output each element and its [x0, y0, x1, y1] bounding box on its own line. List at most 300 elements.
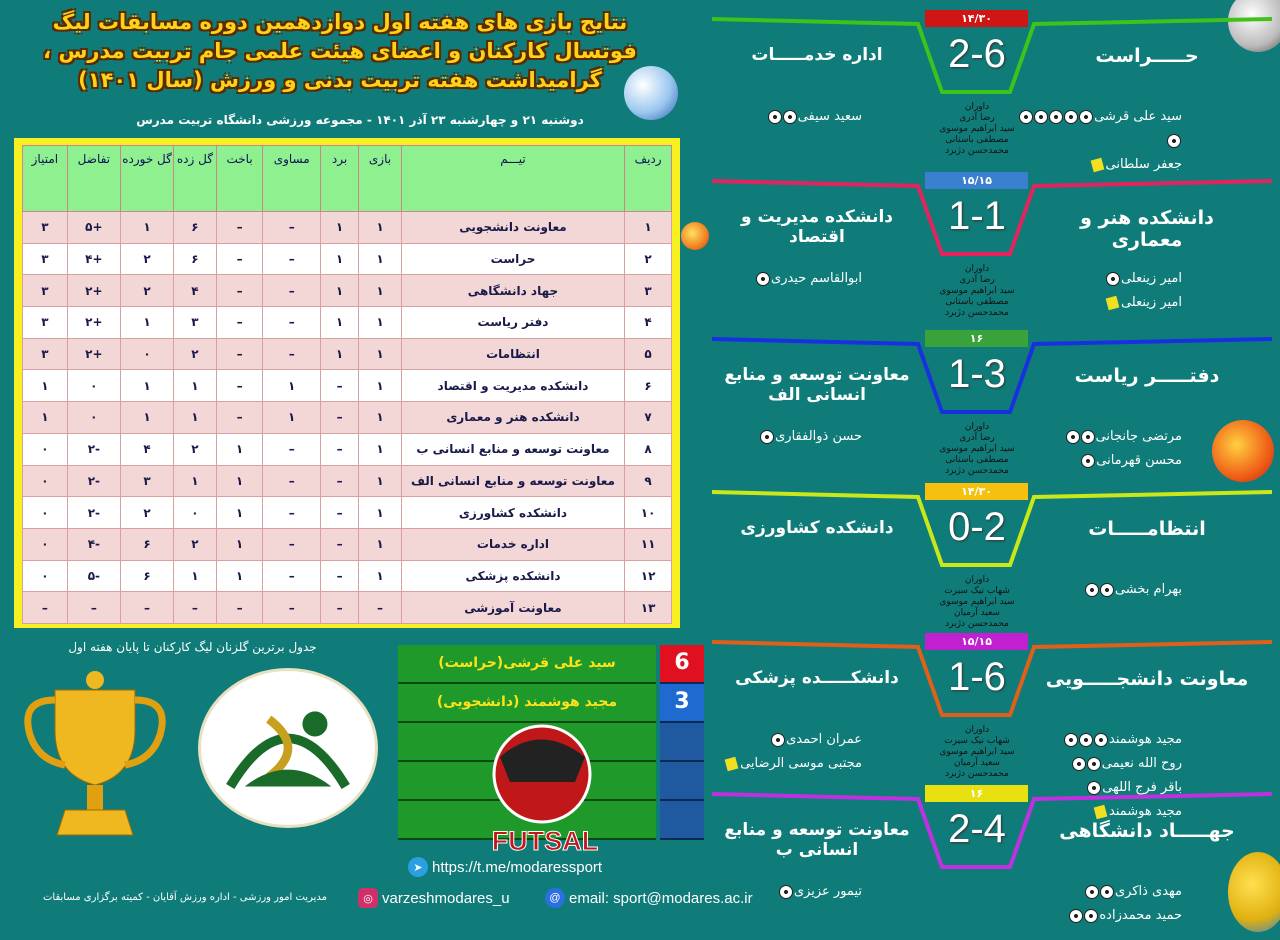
- cell: +۵: [67, 212, 120, 244]
- cell: ۳: [23, 275, 68, 307]
- cell: ۱: [359, 212, 402, 244]
- team-name: دانشکده پزشکی: [401, 560, 624, 592]
- cell: ۱: [359, 402, 402, 434]
- cell: +۲: [67, 275, 120, 307]
- column-header: تیـــم: [401, 146, 624, 212]
- cell: –: [263, 592, 320, 624]
- cell: ۱: [120, 307, 173, 339]
- goal-ball-icon: [1167, 134, 1181, 148]
- cell: +۴: [67, 243, 120, 275]
- cell: –: [320, 402, 358, 434]
- top-scorer-row: [398, 684, 704, 723]
- home-team: جهـــــاد دانشگاهی: [1059, 820, 1235, 842]
- svg-text:FUTSAL: FUTSAL: [491, 826, 599, 856]
- cell: ۱: [216, 497, 263, 529]
- scorer-goals: [660, 801, 704, 840]
- referee: شهاب نیک سیرت: [944, 586, 1010, 596]
- referee: سعید آرمیان: [954, 608, 1000, 618]
- player-name: روح الله نعیمی: [1101, 756, 1182, 771]
- team-name: دفتر ریاست: [401, 307, 624, 339]
- cell: ۳: [23, 307, 68, 339]
- yellow-card-icon: [725, 756, 739, 770]
- player-name: محسن قهرمانی: [1096, 453, 1182, 468]
- home-team: انتظامـــــات: [1088, 518, 1206, 540]
- match-time: ۱۵/۱۵: [925, 633, 1028, 650]
- referee: مصطفی باستانی: [945, 455, 1009, 465]
- player-name: حمید محمدزاده: [1099, 908, 1182, 923]
- cell: –: [174, 592, 217, 624]
- away-events: [712, 425, 912, 449]
- scorer-goals: [660, 723, 704, 762]
- cell: ۳: [174, 307, 217, 339]
- referee: سعید آرمیان: [954, 758, 1000, 768]
- table-row: [23, 243, 672, 275]
- cell: –: [263, 560, 320, 592]
- cell: –: [263, 275, 320, 307]
- cell: ۰: [23, 465, 68, 497]
- cell: –: [216, 402, 263, 434]
- scorer-name: مجید هوشمند (دانشجویی): [398, 684, 656, 723]
- cell: ۱: [216, 465, 263, 497]
- cell: ۱: [174, 465, 217, 497]
- cell: –: [67, 592, 120, 624]
- cell: –: [320, 465, 358, 497]
- telegram-link[interactable]: [408, 857, 602, 877]
- column-header: گل خورده: [120, 146, 173, 212]
- away-team: دانشکده کشاورزی: [740, 518, 894, 538]
- cell: ۲: [120, 497, 173, 529]
- cell: –: [263, 212, 320, 244]
- goal-ball-icon: [1019, 110, 1033, 124]
- match-event: [1012, 728, 1182, 752]
- cell: ۶: [625, 370, 672, 402]
- cell: ۶: [174, 212, 217, 244]
- cell: –: [320, 370, 358, 402]
- referee: سید ابراهیم موسوی: [939, 597, 1015, 607]
- cell: ۱: [320, 307, 358, 339]
- cell: ۱: [320, 338, 358, 370]
- cell: ۰: [23, 528, 68, 560]
- team-name: معاونت توسعه و منابع انسانی الف: [401, 465, 624, 497]
- referee: داوران: [964, 102, 990, 112]
- goal-ball-icon: [1084, 909, 1098, 923]
- away-team: معاونت توسعه و منابع انسانی ب: [724, 820, 910, 860]
- match-card: [712, 785, 1280, 940]
- cell: ۳: [23, 338, 68, 370]
- match-event: [1012, 425, 1182, 449]
- cell: –: [216, 212, 263, 244]
- cell: ۱: [359, 465, 402, 497]
- team-name: معاونت دانشجویی: [401, 212, 624, 244]
- cell: –: [216, 338, 263, 370]
- cell: ۱: [216, 560, 263, 592]
- yellow-card-icon: [1090, 157, 1104, 171]
- standings-table: [14, 138, 680, 628]
- cell: ۴: [625, 307, 672, 339]
- referee: داوران: [964, 725, 990, 735]
- team-name: معاونت آموزشی: [401, 592, 624, 624]
- cell: –: [359, 592, 402, 624]
- cell: ۱۳: [625, 592, 672, 624]
- telegram-url: https://t.me/modaressport: [432, 858, 603, 876]
- goal-ball-icon: [771, 733, 785, 747]
- telegram-icon: ➤: [408, 857, 428, 877]
- home-team: معاونت دانشجـــــویی: [1045, 668, 1249, 690]
- scorer-goals: 6: [660, 645, 704, 684]
- cell: ۱: [263, 370, 320, 402]
- match-time: ۱۴/۳۰: [925, 10, 1028, 27]
- home-events: [1012, 880, 1262, 928]
- away-events: [712, 880, 912, 904]
- player-name: امیر زینعلی: [1120, 271, 1182, 286]
- team-name: جهاد دانشگاهی: [401, 275, 624, 307]
- match-event: [712, 880, 862, 904]
- match-time: ۱۴/۳۰: [925, 483, 1028, 500]
- cell: ۷: [625, 402, 672, 434]
- goal-ball-icon: [1100, 583, 1114, 597]
- cell: ۱: [359, 433, 402, 465]
- player-name: تیمور عزیزی: [793, 884, 862, 899]
- team-name: اداره خدمات: [401, 528, 624, 560]
- page-subtitle: دوشنبه ۲۱ و چهارشنبه ۲۳ آذر ۱۴۰۱ - مجموعه ورزشی دانشگاه تربیت مدرس: [136, 113, 584, 127]
- cell: –: [216, 275, 263, 307]
- instagram-icon: ◎: [358, 888, 378, 908]
- cell: ۱: [359, 528, 402, 560]
- futsal-logo: [480, 722, 610, 857]
- goal-ball-icon: [1106, 272, 1120, 286]
- column-header: مساوی: [263, 146, 320, 212]
- referee: رضا آذری: [959, 275, 995, 285]
- cell: ۵: [625, 338, 672, 370]
- footer-organization: مدیریت امور ورزشی - اداره ورزش آقایان - کمیته برگزاری مسابقات: [43, 892, 327, 903]
- cell: ۰: [67, 402, 120, 434]
- table-row: [23, 560, 672, 592]
- cell: –: [320, 497, 358, 529]
- goal-ball-icon: [1069, 909, 1083, 923]
- player-name: سید علی قرشی: [1094, 109, 1182, 124]
- cell: –: [320, 433, 358, 465]
- goal-ball-icon: [783, 110, 797, 124]
- cell: –: [320, 528, 358, 560]
- cell: +۲: [67, 338, 120, 370]
- cell: –: [263, 497, 320, 529]
- cell: –: [263, 338, 320, 370]
- referee: مصطفی باستانی: [945, 297, 1009, 307]
- cell: ۳: [120, 465, 173, 497]
- cell: ۱: [120, 402, 173, 434]
- player-name: مجید هوشمند: [1109, 732, 1182, 747]
- goal-ball-icon: [1087, 757, 1101, 771]
- cell: –: [216, 592, 263, 624]
- match-event: [712, 425, 862, 449]
- cell: +۲: [67, 307, 120, 339]
- team-name: معاونت توسعه و منابع انسانی ب: [401, 433, 624, 465]
- cell: –: [23, 592, 68, 624]
- top-scorer-row: [398, 645, 704, 684]
- referee: شهاب نیک سیرت: [944, 736, 1010, 746]
- goal-ball-icon: [779, 885, 793, 899]
- cell: ۰: [67, 370, 120, 402]
- table-row: [23, 497, 672, 529]
- match-score: 2-6: [948, 32, 1006, 76]
- player-name: حسن ذوالفقاری: [775, 429, 862, 444]
- player-name: مجتبی موسی الرضایی: [740, 756, 862, 771]
- table-row: [23, 370, 672, 402]
- cell: ۱: [359, 275, 402, 307]
- cell: ۳: [23, 212, 68, 244]
- cell: –: [320, 560, 358, 592]
- cell: ۱: [263, 402, 320, 434]
- cell: -۲: [67, 433, 120, 465]
- cell: ۲: [174, 528, 217, 560]
- player-name: مهدی ذاکری: [1114, 884, 1182, 899]
- referee: داوران: [964, 264, 990, 274]
- cell: ۱: [359, 560, 402, 592]
- match-time: ۱۶: [925, 330, 1028, 347]
- player-name: سعید سیفی: [797, 109, 862, 124]
- cell: -۲: [67, 497, 120, 529]
- column-header: برد: [320, 146, 358, 212]
- goal-ball-icon: [1094, 733, 1108, 747]
- referee: سید ابراهیم موسوی: [939, 747, 1015, 757]
- cell: ۱: [120, 370, 173, 402]
- goal-ball-icon: [1079, 733, 1093, 747]
- team-name: دانشکده کشاورزی: [401, 497, 624, 529]
- player-name: عمران احمدی: [786, 732, 862, 747]
- cell: ۴: [120, 433, 173, 465]
- cell: ۶: [120, 560, 173, 592]
- goal-ball-icon: [1100, 885, 1114, 899]
- at-icon: @: [545, 888, 565, 908]
- cell: ۱: [359, 307, 402, 339]
- match-time: ۱۵/۱۵: [925, 172, 1028, 189]
- player-name: باقر فرج اللهی: [1102, 780, 1182, 795]
- player-name: بهرام بخشی: [1114, 582, 1182, 597]
- match-event: [1012, 105, 1182, 153]
- home-events: [1012, 425, 1262, 473]
- column-header: گل زده: [174, 146, 217, 212]
- table-row: [23, 592, 672, 624]
- referee: داوران: [964, 575, 990, 585]
- away-team: دانشکده مدیریت و اقتصاد: [740, 207, 894, 247]
- cell: ۲: [120, 243, 173, 275]
- referee: سید ابراهیم موسوی: [939, 286, 1015, 296]
- column-header: امتیاز: [23, 146, 68, 212]
- table-row: [23, 465, 672, 497]
- email-address: email: sport@modares.ac.ir: [569, 889, 753, 907]
- match-event: [1012, 904, 1182, 928]
- match-score: 0-2: [948, 505, 1006, 549]
- goal-ball-icon: [1064, 733, 1078, 747]
- referee: محمدحسن دژبرد: [945, 146, 1009, 156]
- cell: ۱: [359, 243, 402, 275]
- yellow-card-icon: [1106, 295, 1120, 309]
- column-header: تفاضل: [67, 146, 120, 212]
- match-score: 1-6: [948, 655, 1006, 699]
- goal-ball-icon: [1085, 583, 1099, 597]
- cell: ۰: [120, 338, 173, 370]
- table-row: [23, 433, 672, 465]
- cell: ۹: [625, 465, 672, 497]
- top-scorers-title: جدول برترین گلزنان لیگ کارکنان تا پایان هفته اول: [68, 640, 317, 654]
- instagram-link[interactable]: [358, 888, 510, 908]
- home-team: حـــــراست: [1095, 45, 1199, 67]
- cell: ۱: [320, 212, 358, 244]
- cell: ۱: [23, 402, 68, 434]
- match-score: 1-3: [948, 352, 1006, 396]
- goal-ball-icon: [1049, 110, 1063, 124]
- away-team: دانشکـــــده پزشکی: [735, 668, 899, 688]
- molten-ball-icon: [624, 66, 678, 120]
- cell: ۱: [120, 212, 173, 244]
- away-events: [712, 105, 912, 129]
- scorer-goals: [660, 762, 704, 801]
- sports-management-logo: [198, 668, 378, 828]
- referee: محمدحسن دژبرد: [945, 769, 1009, 779]
- cell: ۶: [120, 528, 173, 560]
- goal-ball-icon: [1085, 885, 1099, 899]
- table-row: [23, 402, 672, 434]
- cell: ۱: [174, 560, 217, 592]
- referee: محمدحسن دژبرد: [945, 466, 1009, 476]
- home-events: [1012, 267, 1262, 315]
- ball-icon: [681, 222, 709, 250]
- cell: ۱: [174, 402, 217, 434]
- away-events: [712, 267, 912, 291]
- referee: مصطفی باستانی: [945, 135, 1009, 145]
- away-team: معاونت توسعه و منابع انسانی الف: [724, 365, 910, 405]
- referee: رضا آذری: [959, 433, 995, 443]
- cell: ۲: [120, 275, 173, 307]
- cell: ۴: [174, 275, 217, 307]
- cell: ۳: [23, 243, 68, 275]
- cell: –: [320, 592, 358, 624]
- cell: –: [120, 592, 173, 624]
- team-name: دانشکده مدیریت و اقتصاد: [401, 370, 624, 402]
- player-name: مجید هوشمند: [1109, 804, 1182, 819]
- goal-ball-icon: [1079, 110, 1093, 124]
- instagram-handle: varzeshmodares_u: [382, 889, 510, 907]
- scorer-goals: 3: [660, 684, 704, 723]
- home-events: [1012, 105, 1262, 177]
- match-card: [712, 10, 1280, 172]
- match-event: [1012, 880, 1182, 904]
- goal-ball-icon: [760, 430, 774, 444]
- goal-ball-icon: [1072, 757, 1086, 771]
- trophy-icon: [15, 665, 175, 845]
- match-card: [712, 483, 1280, 638]
- cell: –: [263, 307, 320, 339]
- match-event: [712, 105, 862, 129]
- away-team: اداره خدمـــــات: [751, 45, 883, 65]
- cell: ۰: [174, 497, 217, 529]
- match-event: [1012, 449, 1182, 473]
- cell: –: [216, 307, 263, 339]
- player-name: جعفر سلطانی: [1105, 157, 1182, 172]
- cell: ۱۲: [625, 560, 672, 592]
- referee: محمدحسن دژبرد: [945, 308, 1009, 318]
- table-row: [23, 212, 672, 244]
- column-header: ردیف: [625, 146, 672, 212]
- match-event: [712, 752, 862, 776]
- goal-ball-icon: [1034, 110, 1048, 124]
- cell: -۲: [67, 465, 120, 497]
- match-event: [1012, 578, 1182, 602]
- cell: ۱: [359, 338, 402, 370]
- match-card: [712, 330, 1280, 485]
- referee: داوران: [964, 422, 990, 432]
- cell: ۸: [625, 433, 672, 465]
- match-event: [1012, 267, 1182, 291]
- player-name: مرتضی جانجانی: [1095, 429, 1182, 444]
- away-events: [712, 728, 912, 776]
- match-card: [712, 172, 1280, 327]
- cell: –: [263, 433, 320, 465]
- table-row: [23, 338, 672, 370]
- column-header: باخت: [216, 146, 263, 212]
- cell: ۲: [174, 433, 217, 465]
- referee: رضا آذری: [959, 113, 995, 123]
- team-name: حراست: [401, 243, 624, 275]
- cell: ۱: [216, 528, 263, 560]
- page-title: نتایج بازی های هفته اول دوازدهمین دوره مسابقات لیگ فوتسال کارکنان و اعضای هیئت علمی جام تربیت مدرس ، گرامیداشت هفته تربیت بدنی و ورزش (سال ۱۴۰۱): [43, 10, 637, 92]
- goal-ball-icon: [768, 110, 782, 124]
- scorer-name: سید علی قرشی(حراست): [398, 645, 656, 684]
- cell: –: [263, 243, 320, 275]
- referee: سید ابراهیم موسوی: [939, 444, 1015, 454]
- cell: ۲: [625, 243, 672, 275]
- goal-ball-icon: [1081, 430, 1095, 444]
- player-name: ابوالقاسم حیدری: [771, 271, 862, 286]
- cell: -۴: [67, 528, 120, 560]
- player-name: امیر زینعلی: [1120, 295, 1182, 310]
- cell: ۱: [359, 497, 402, 529]
- match-score: 1-1: [948, 194, 1006, 238]
- match-event: [1012, 291, 1182, 315]
- cell: ۱۱: [625, 528, 672, 560]
- cell: ۱: [625, 212, 672, 244]
- match-time: ۱۶: [925, 785, 1028, 802]
- team-name: دانشکده هنر و معماری: [401, 402, 624, 434]
- goal-ball-icon: [1064, 110, 1078, 124]
- match-score: 2-4: [948, 807, 1006, 851]
- cell: ۶: [174, 243, 217, 275]
- cell: ۱: [23, 370, 68, 402]
- home-events: [1012, 578, 1262, 602]
- goal-ball-icon: [1066, 430, 1080, 444]
- cell: ۱: [359, 370, 402, 402]
- cell: ۱: [174, 370, 217, 402]
- match-event: [712, 267, 862, 291]
- cell: ۱۰: [625, 497, 672, 529]
- team-name: انتظامات: [401, 338, 624, 370]
- cell: ۲: [174, 338, 217, 370]
- home-team: دفتـــــر ریاست: [1074, 365, 1220, 387]
- column-header: بازی: [359, 146, 402, 212]
- home-team: دانشکده هنر و معماری: [1080, 207, 1214, 251]
- match-event: [712, 728, 862, 752]
- cell: –: [263, 528, 320, 560]
- cell: ۱: [320, 243, 358, 275]
- cell: ۰: [23, 560, 68, 592]
- cell: ۰: [23, 433, 68, 465]
- cell: ۱: [320, 275, 358, 307]
- table-row: [23, 275, 672, 307]
- cell: –: [263, 465, 320, 497]
- table-row: [23, 528, 672, 560]
- goal-ball-icon: [756, 272, 770, 286]
- cell: ۰: [23, 497, 68, 529]
